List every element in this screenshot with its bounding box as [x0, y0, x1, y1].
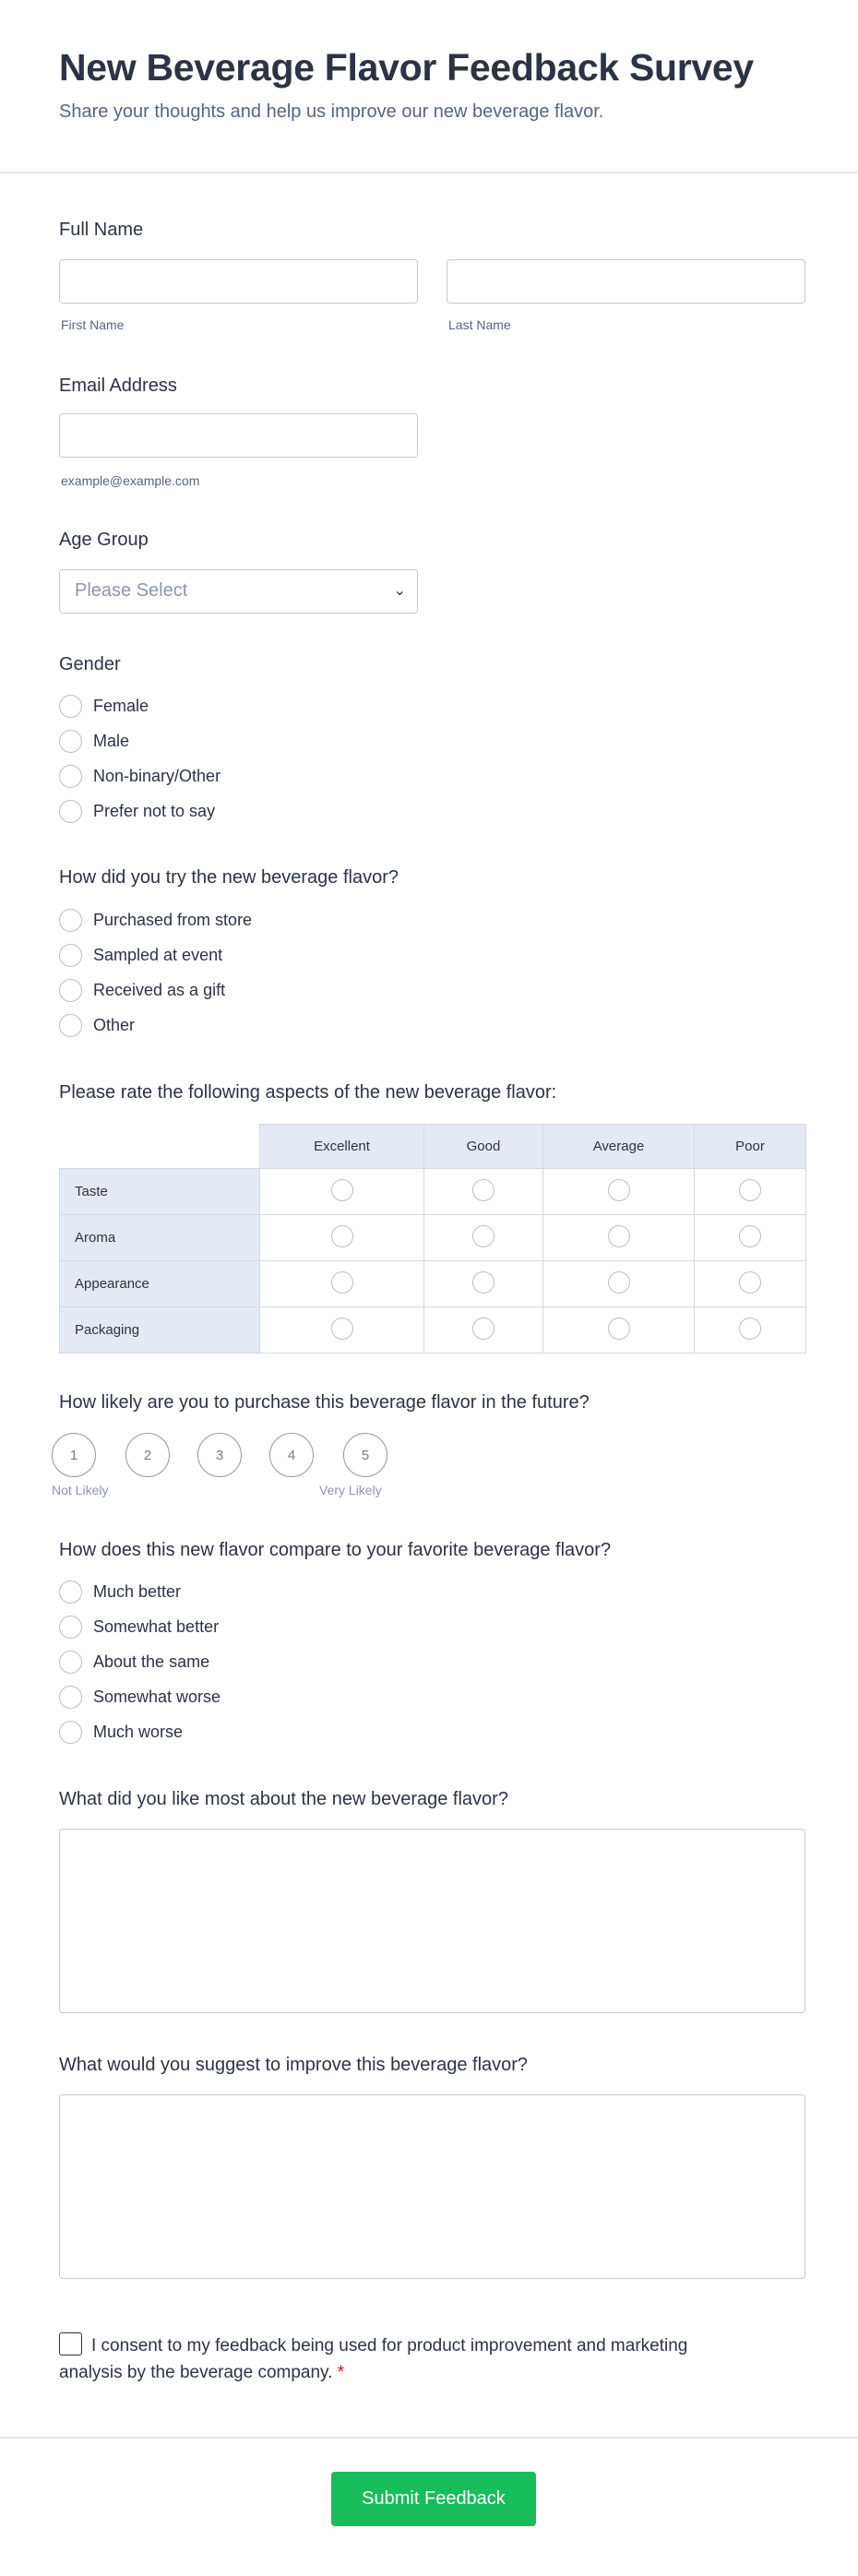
- radio-icon[interactable]: [59, 730, 82, 753]
- scale-option-2[interactable]: 2: [125, 1433, 170, 1477]
- suggest-label: What would you suggest to improve this beverage flavor?: [59, 2055, 529, 2075]
- radio-icon[interactable]: [59, 1616, 82, 1639]
- radio-icon[interactable]: [608, 1225, 630, 1247]
- liked-textarea[interactable]: [59, 1829, 805, 2013]
- radio-icon[interactable]: [59, 1014, 82, 1037]
- liked-label: What did you like most about the new beverage flavor?: [59, 1789, 508, 1809]
- radio-icon[interactable]: [331, 1318, 353, 1340]
- radio-icon[interactable]: [59, 765, 82, 788]
- radio-icon[interactable]: [608, 1318, 630, 1340]
- radio-icon[interactable]: [59, 1721, 82, 1744]
- scale-high-label: Very Likely: [319, 1483, 382, 1497]
- matrix-corner: [60, 1125, 260, 1169]
- radio-icon[interactable]: [472, 1318, 495, 1340]
- tried-option[interactable]: [59, 1013, 135, 1037]
- option-label: Somewhat better: [93, 1616, 220, 1636]
- option-label: About the same: [93, 1652, 210, 1671]
- compare-option[interactable]: [59, 1720, 183, 1744]
- header-divider: [0, 172, 858, 173]
- compare-option[interactable]: [59, 1615, 219, 1639]
- matrix-row-label: Taste: [60, 1169, 260, 1215]
- scale-low-label: Not Likely: [52, 1483, 109, 1497]
- matrix-label: Please rate the following aspects of the new beverage flavor:: [59, 1082, 557, 1103]
- matrix-row: [60, 1307, 806, 1354]
- suggest-textarea[interactable]: [59, 2094, 805, 2279]
- radio-icon[interactable]: [739, 1271, 761, 1294]
- tried-option[interactable]: [59, 978, 225, 1002]
- tried-option[interactable]: [59, 908, 252, 932]
- option-label: Other: [93, 1015, 136, 1034]
- last-name-input[interactable]: [447, 259, 805, 304]
- last-name-sublabel: Last Name: [448, 317, 511, 332]
- option-label: Much better: [93, 1581, 182, 1601]
- first-name-input[interactable]: [59, 259, 418, 304]
- submit-button[interactable]: Submit Feedback: [331, 2472, 536, 2526]
- radio-icon[interactable]: [608, 1271, 630, 1294]
- radio-icon[interactable]: [608, 1179, 630, 1201]
- matrix-col-header: Good: [424, 1125, 543, 1169]
- consent-field: [59, 2332, 705, 2386]
- option-label: Non-binary/Other: [93, 766, 221, 785]
- matrix-col-header: Poor: [695, 1125, 806, 1169]
- radio-icon[interactable]: [739, 1225, 761, 1247]
- option-label: Prefer not to say: [93, 801, 216, 820]
- radio-icon[interactable]: [331, 1271, 353, 1294]
- age-group-placeholder: Please Select: [75, 580, 188, 601]
- matrix-row-label: Appearance: [60, 1261, 260, 1307]
- email-sublabel: example@example.com: [61, 473, 200, 488]
- footer-divider: [0, 2437, 858, 2439]
- radio-icon[interactable]: [59, 909, 82, 932]
- option-label: Received as a gift: [93, 980, 226, 999]
- gender-label: Gender: [59, 654, 121, 674]
- radio-icon[interactable]: [59, 979, 82, 1002]
- consent-text: I consent to my feedback being used for product improvement and marketing analysis by the beverage company.: [59, 2336, 688, 2382]
- email-label: Email Address: [59, 376, 177, 396]
- compare-option[interactable]: [59, 1580, 181, 1604]
- consent-checkbox[interactable]: [59, 2332, 82, 2355]
- matrix-row-label: Packaging: [60, 1307, 260, 1354]
- radio-icon[interactable]: [472, 1179, 495, 1201]
- first-name-sublabel: First Name: [61, 317, 125, 332]
- rating-matrix: [59, 1124, 806, 1354]
- scale-option-1[interactable]: 1: [52, 1433, 96, 1477]
- scale-option-5[interactable]: 5: [343, 1433, 387, 1477]
- radio-icon[interactable]: [739, 1318, 761, 1340]
- matrix-row: [60, 1169, 806, 1215]
- option-label: Male: [93, 731, 130, 750]
- age-group-select[interactable]: [59, 569, 418, 614]
- compare-label: How does this new flavor compare to your favorite beverage flavor?: [59, 1540, 612, 1560]
- matrix-col-header: Excellent: [260, 1125, 424, 1169]
- gender-option[interactable]: [59, 729, 129, 753]
- option-label: Somewhat worse: [93, 1687, 221, 1706]
- chevron-down-icon: ⌄: [393, 583, 406, 599]
- option-label: Female: [93, 696, 149, 715]
- radio-icon[interactable]: [59, 1686, 82, 1709]
- scale-option-3[interactable]: 3: [197, 1433, 242, 1477]
- option-label: Purchased from store: [93, 910, 253, 929]
- compare-option[interactable]: [59, 1650, 209, 1674]
- option-label: Much worse: [93, 1722, 184, 1741]
- radio-icon[interactable]: [331, 1225, 353, 1247]
- matrix-row-label: Aroma: [60, 1215, 260, 1261]
- gender-option[interactable]: [59, 799, 215, 823]
- full-name-label: Full Name: [59, 220, 144, 240]
- tried-label: How did you try the new beverage flavor?: [59, 867, 399, 888]
- radio-icon[interactable]: [739, 1179, 761, 1201]
- likely-label: How likely are you to purchase this beverage flavor in the future?: [59, 1392, 590, 1413]
- gender-option[interactable]: [59, 694, 149, 718]
- gender-option[interactable]: [59, 764, 220, 788]
- scale-option-4[interactable]: 4: [269, 1433, 314, 1477]
- radio-icon[interactable]: [59, 695, 82, 718]
- required-asterisk: *: [337, 2363, 345, 2382]
- email-input[interactable]: [59, 413, 418, 458]
- radio-icon[interactable]: [59, 944, 82, 967]
- page-subtitle: Share your thoughts and help us improve our new beverage flavor.: [59, 101, 604, 122]
- option-label: Sampled at event: [93, 945, 223, 964]
- radio-icon[interactable]: [59, 800, 82, 823]
- radio-icon[interactable]: [59, 1580, 82, 1604]
- matrix-col-header: Average: [543, 1125, 695, 1169]
- page-title: New Beverage Flavor Feedback Survey: [59, 46, 754, 89]
- age-group-label: Age Group: [59, 530, 149, 550]
- radio-icon[interactable]: [472, 1271, 495, 1294]
- radio-icon[interactable]: [331, 1179, 353, 1201]
- tried-option[interactable]: [59, 943, 222, 967]
- matrix-row: [60, 1215, 806, 1261]
- compare-option[interactable]: [59, 1685, 220, 1709]
- radio-icon[interactable]: [472, 1225, 495, 1247]
- radio-icon[interactable]: [59, 1651, 82, 1674]
- matrix-row: [60, 1261, 806, 1307]
